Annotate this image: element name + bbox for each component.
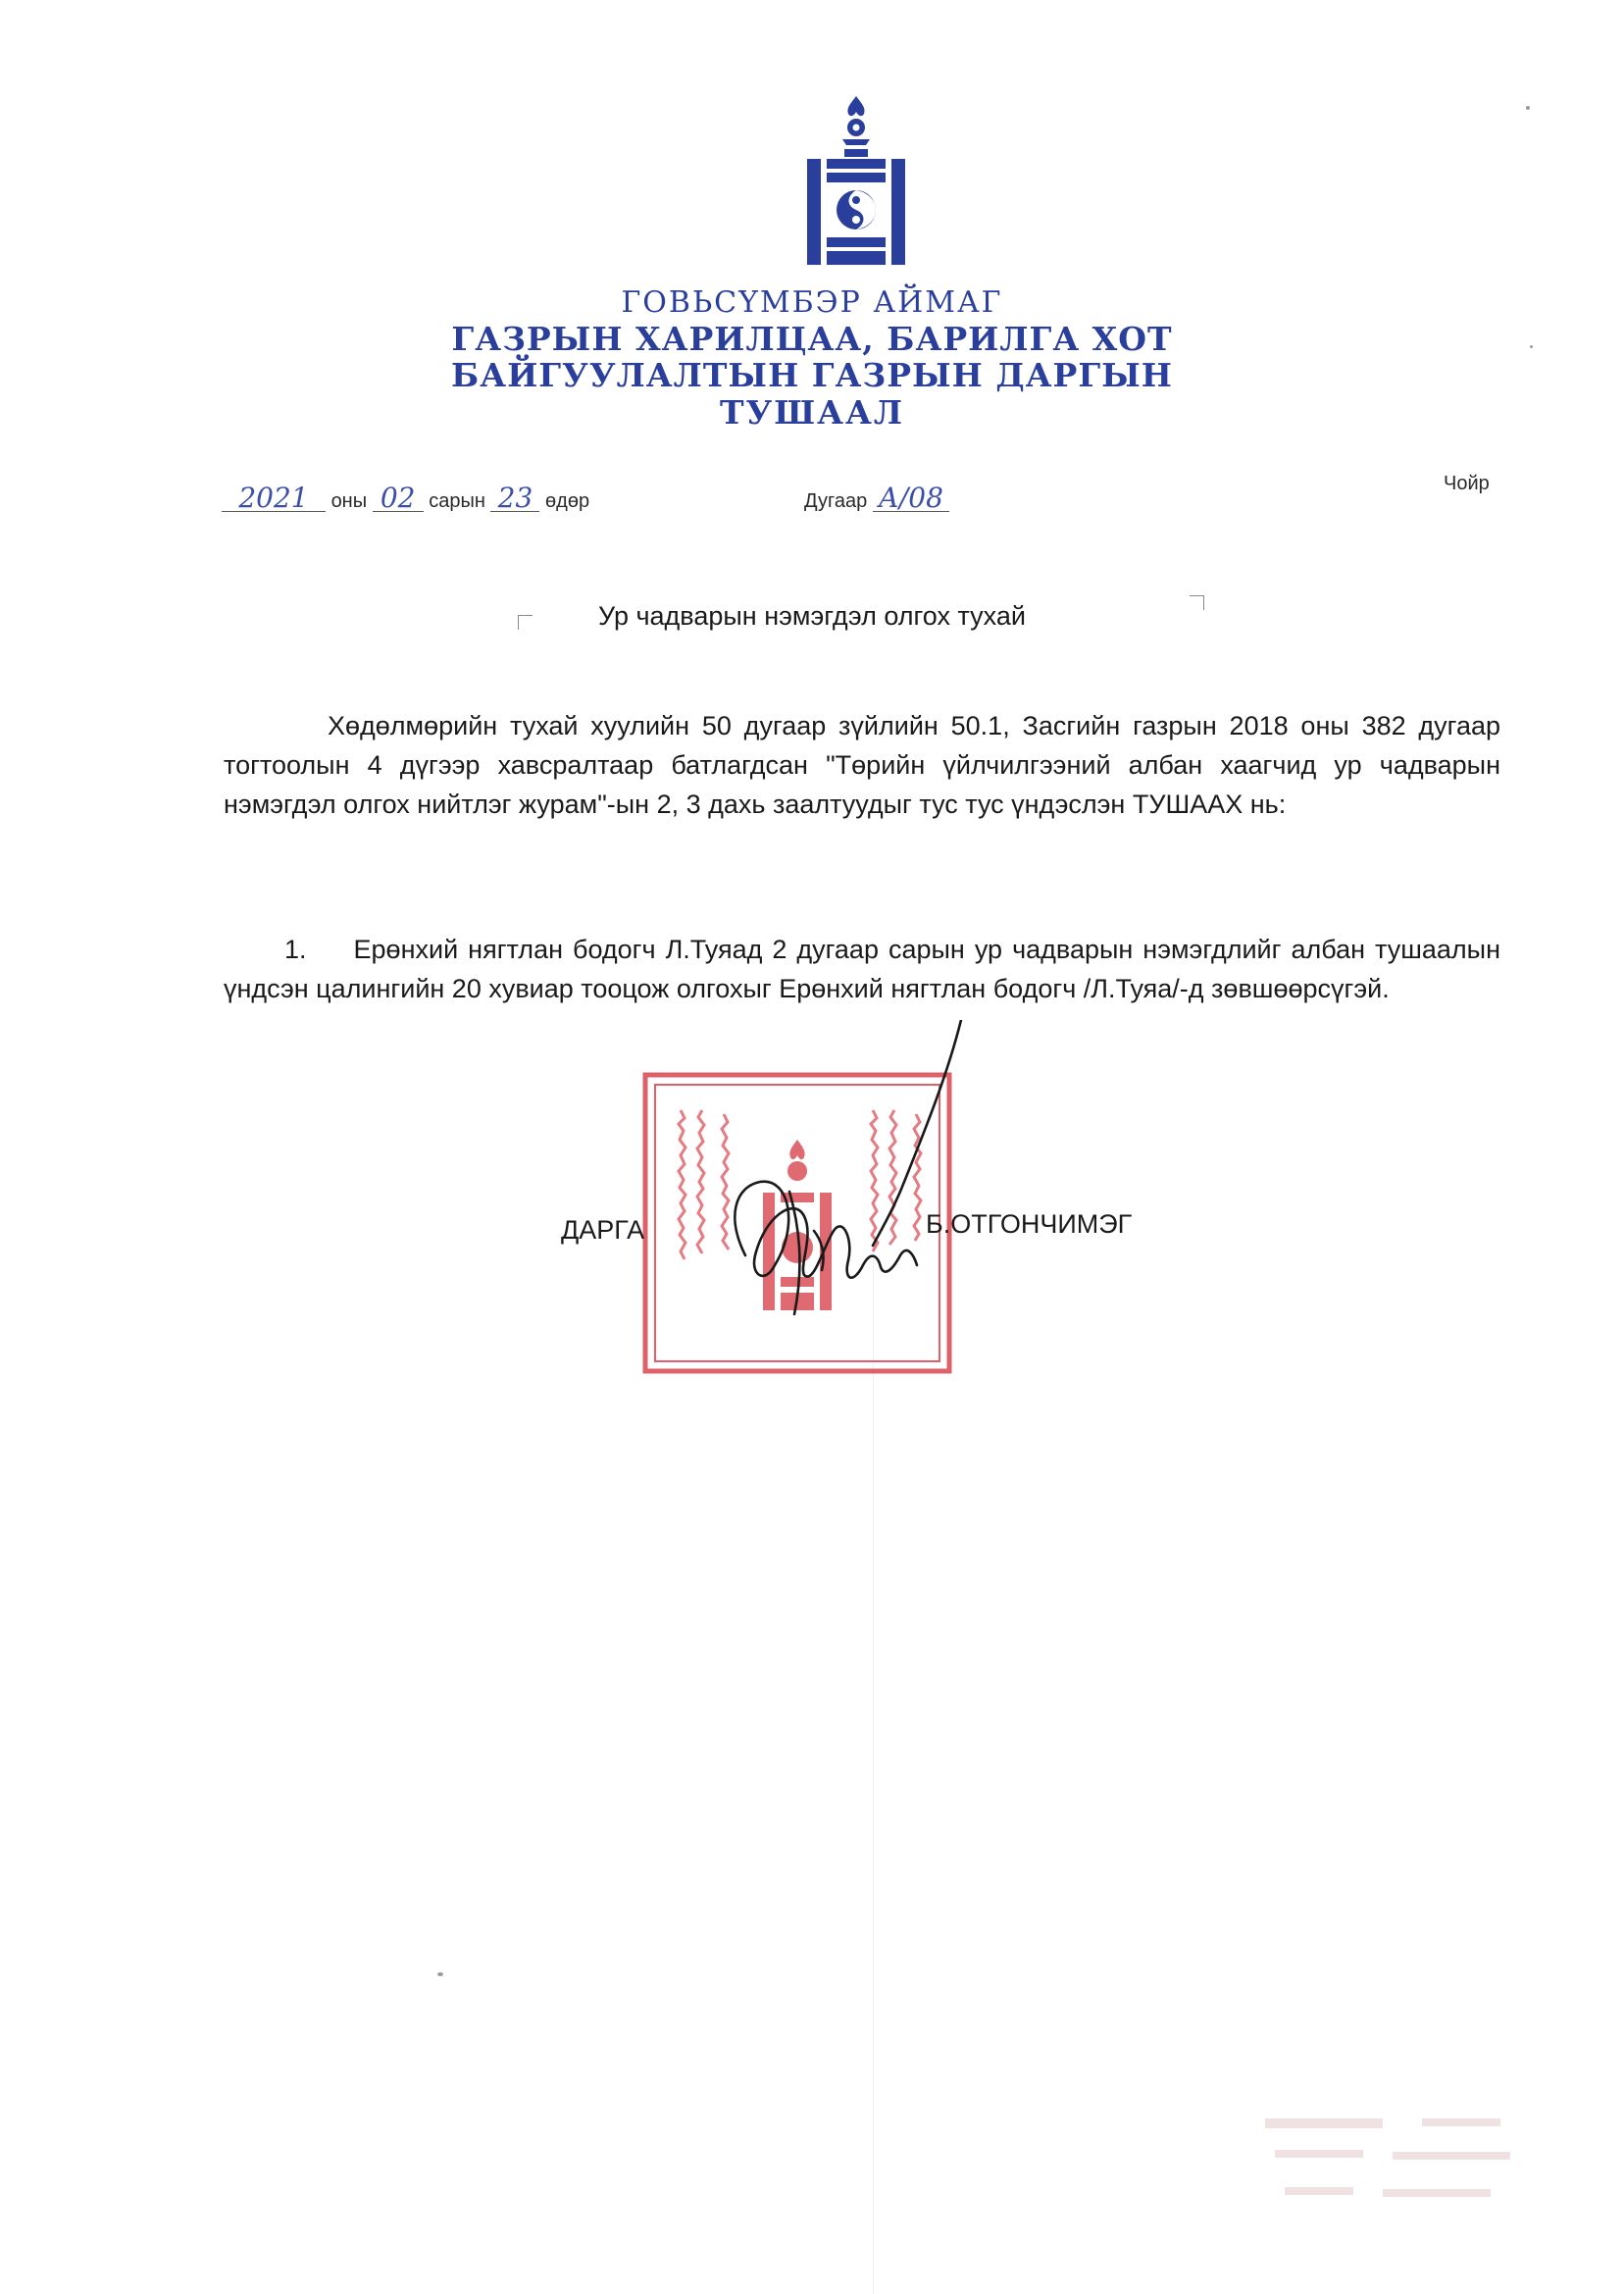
paper-fold-line <box>873 1246 874 2294</box>
date-line <box>222 482 590 514</box>
office-name-line-2: БАЙГУУЛАЛТЫН ГАЗРЫН ДАРГЫН <box>451 356 1173 394</box>
date-year: 2021 <box>222 485 326 512</box>
scan-speck <box>437 1972 443 1976</box>
state-emblem-icon <box>807 94 905 267</box>
scan-speck <box>1526 106 1530 110</box>
order-item-1 <box>224 930 1500 1008</box>
date-day: 23 <box>490 485 539 512</box>
month-label: сарын <box>429 490 485 512</box>
office-name <box>0 321 1624 393</box>
bleed-through-marks <box>1245 2109 1540 2226</box>
aimag-name: ГОВЬСҮМБЭР АЙМАГ <box>621 285 1003 320</box>
date-month: 02 <box>373 485 424 512</box>
place-name: Чойр <box>1444 473 1490 494</box>
order-item-number: 1. <box>284 935 307 964</box>
body-paragraph: Хөдөлмөрийн тухай хуулийн 50 дугаар зүйлийн 50.1, Засгийн газрын 2018 оны 382 дугаар тогтоолын 4 дүгээр хавсралтаар батлагдсан "Төрийн үйлчилгээний албан хаагчид ур чадварын нэмэгдэл олгох нийтлэг журам"-ын 2, 3 дахь заалтуудыг тус тус үндэслэн ТУШААХ нь: <box>224 711 1500 819</box>
document-type: ТУШААЛ <box>719 393 905 432</box>
signatory-name: Б.ОТГОНЧИМЭГ <box>926 1209 1133 1239</box>
number-line <box>804 482 949 514</box>
document-subject: Ур чадварын нэмэгдэл олгох тухай <box>598 601 1026 631</box>
order-item-text: Ерөнхий нягтлан бодогч Л.Туяад 2 дугаар сарын ур чадварын нэмэгдлийг албан тушаалын үндсэн цалингийн 20 хувиар тооцож олгохыг Ерөнхий нягтлан бодогч /Л.Туяа/-д зөвшөөрсүгэй. <box>224 935 1500 1003</box>
day-label: өдөр <box>545 490 590 512</box>
signatory-title: ДАРГА <box>561 1215 645 1245</box>
office-name-line-1: ГАЗРЫН ХАРИЛЦАА, БАРИЛГА ХОТ <box>451 320 1173 358</box>
handwritten-signature <box>706 1020 1000 1334</box>
document-number: А/08 <box>873 485 949 512</box>
year-label: оны <box>330 490 368 512</box>
number-label: Дугаар <box>804 490 868 512</box>
scan-speck <box>1530 345 1533 348</box>
